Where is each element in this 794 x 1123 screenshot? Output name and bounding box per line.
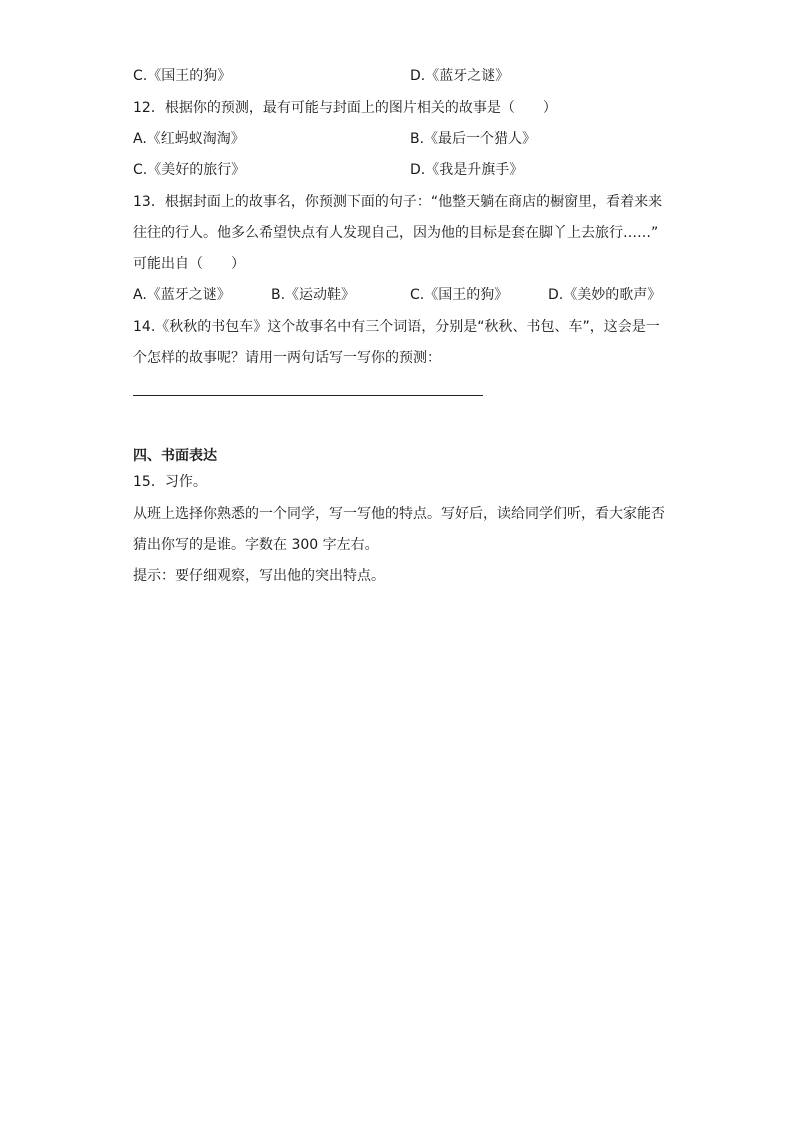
q14-stem-line1: 14.《秋秋的书包车》这个故事名中有三个词语，分别是“秋秋、书包、车”，这会是一: [133, 319, 660, 335]
q13-stem-line3: 可能出自（ ）: [133, 256, 245, 272]
q14-stem-line2: 个怎样的故事呢？请用一两句话写一写你的预测：: [133, 350, 441, 366]
q11-option-c: C.《国王的狗》: [133, 68, 232, 84]
q13-option-b: B.《运动鞋》: [271, 287, 356, 303]
q12-option-d: D.《我是升旗手》: [410, 162, 524, 178]
q12-option-a: A.《红蚂蚁淘淘》: [133, 131, 245, 147]
q12-stem: 12．根据你的预测，最有可能与封面上的图片相关的故事是（ ）: [133, 100, 557, 116]
q12-option-b: B.《最后一个猎人》: [410, 131, 537, 147]
q15-body-line1: 从班上选择你熟悉的一个同学，写一写他的特点。写好后，读给同学们听，看大家能否: [133, 506, 665, 522]
q13-stem-line2: 往往的行人。他多么希望快点有人发现自己，因为他的目标是套在脚丫上去旅行……”: [133, 225, 659, 241]
q11-option-d: D.《蓝牙之谜》: [410, 68, 510, 84]
q12-option-c: C.《美好的旅行》: [133, 162, 246, 178]
q13-stem-line1: 13．根据封面上的故事名，你预测下面的句子：“他整天躺在商店的橱窗里，看着来来: [133, 194, 663, 210]
section-4-heading: 四、书面表达: [133, 448, 217, 464]
q15-title: 15．习作。: [133, 474, 207, 490]
q13-option-a: A.《蓝牙之谜》: [133, 287, 231, 303]
q13-option-c: C.《国王的狗》: [410, 287, 509, 303]
q14-answer-line[interactable]: [133, 395, 483, 396]
q15-body-line2: 猜出你写的是谁。字数在 300 字左右。: [133, 537, 379, 553]
q15-hint: 提示：要仔细观察，写出他的突出特点。: [133, 568, 385, 584]
q13-option-d: D.《美妙的歌声》: [548, 287, 662, 303]
